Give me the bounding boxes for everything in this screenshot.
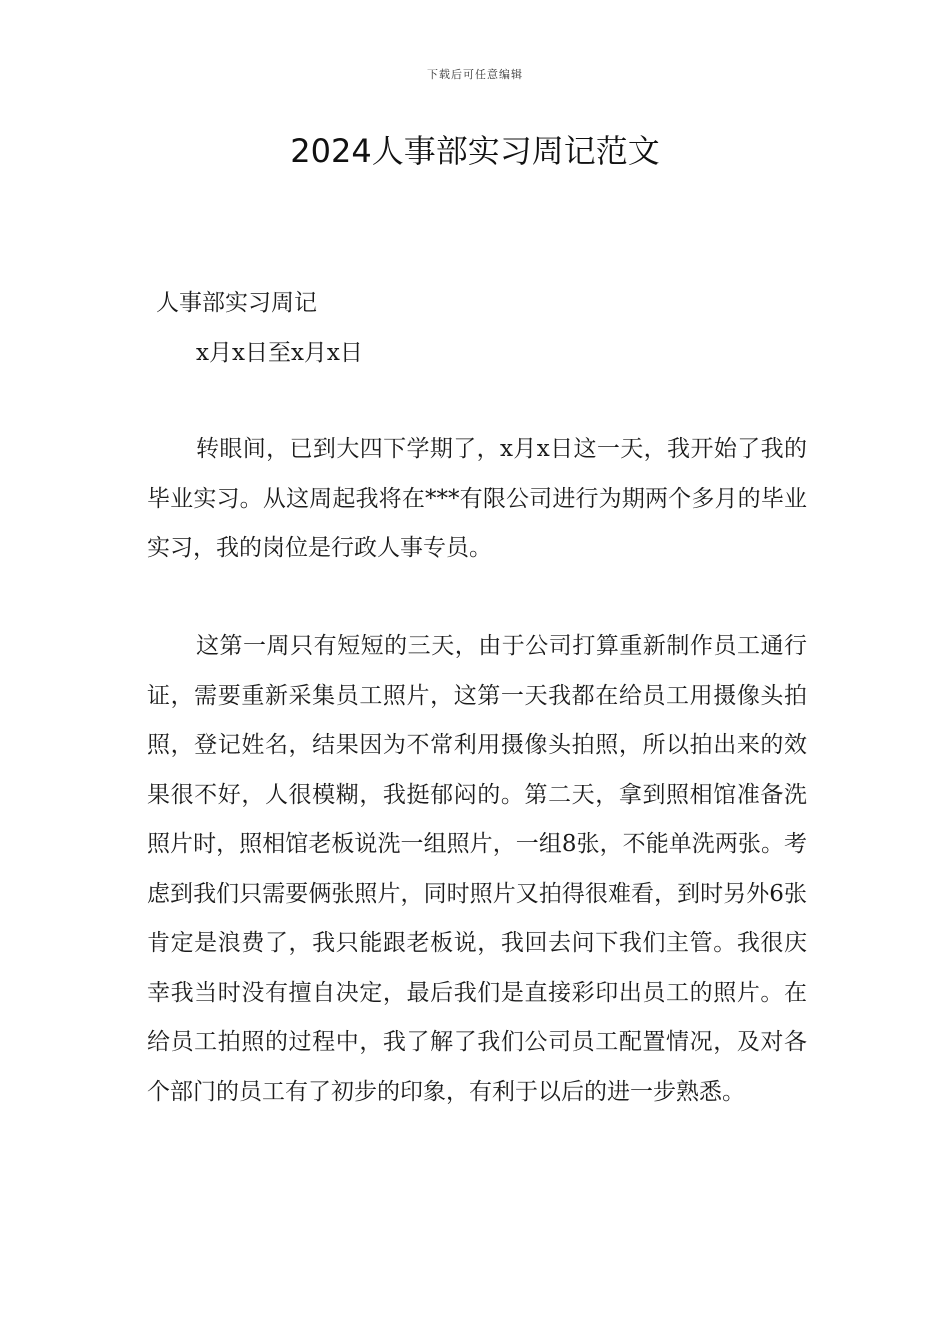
paragraph-1: 转眼间，已到大四下学期了，x月x日这一天，我开始了我的毕业实习。从这周起我将在***有限公司进行为期两个多月的毕业实习，我的岗位是行政人事专员。 — [147, 436, 807, 561]
date-range: x月x日至x月x日 — [196, 340, 363, 366]
document-title: 2024人事部实习周记范文 — [290, 132, 660, 170]
paragraph-2: 这第一周只有短短的三天，由于公司打算重新制作员工通行证，需要重新采集员工照片，这第一天我都在给员工用摄像头拍照，登记姓名，结果因为不常利用摄像头拍照，所以拍出来的效果很不好，人很模糊，我挺郁闷的。第二天，拿到照相馆准备洗照片时，照相馆老板说洗一组照片，一组8张，不能单洗两张。考虑到我们只需要俩张照片，同时照片又拍得很难看，到时另外6张肯定是浪费了，我只能跟老板说，我回去问下我们主管。我很庆幸我当时没有擅自决定，最后我们是直接彩印出员工的照片。在给员工拍照的过程中，我了解了我们公司员工配置情况，及对各个部门的员工有了初步的印象，有利于以后的进一步熟悉。 — [147, 633, 807, 1105]
header-note: 下载后可任意编辑 — [427, 68, 523, 81]
document-subtitle: 人事部实习周记 — [156, 290, 317, 316]
